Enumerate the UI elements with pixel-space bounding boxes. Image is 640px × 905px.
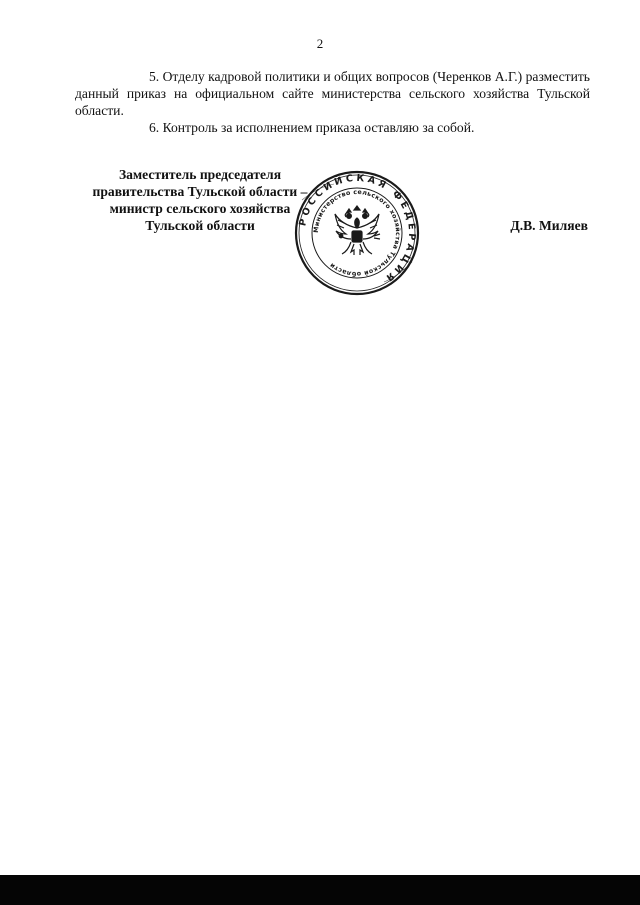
signatory-title <box>80 166 320 234</box>
paragraph-6: 6. Контроль за исполнением приказа оставляю за собой. <box>149 120 475 135</box>
signatory-title-line-2: правительства Тульской области – <box>92 184 308 199</box>
document-body <box>75 68 590 136</box>
double-headed-eagle-emblem <box>335 206 380 255</box>
signatory-title-line-3: министр сельского хозяйства <box>109 201 291 216</box>
seal-inner-text: Министерство сельского хозяйства Тульской области <box>312 188 402 278</box>
paragraph-5: 5. Отделу кадровой политики и общих вопросов (Черенков А.Г.) разместить данный приказ на официальном сайте министерства сельского хозяйства Тульской области. <box>75 69 590 118</box>
seal-outer-text: РОССИЙСКАЯ ФЕДЕРАЦИЯ <box>297 172 418 285</box>
signer-name: Д.В. Миляев <box>510 218 588 233</box>
signatory-title-line-1: Заместитель председателя <box>118 167 282 182</box>
scan-bottom-edge <box>0 875 640 905</box>
page-number: 2 <box>316 36 324 51</box>
signatory-title-line-4: Тульской области <box>145 218 255 233</box>
official-seal-stamp <box>294 170 420 296</box>
